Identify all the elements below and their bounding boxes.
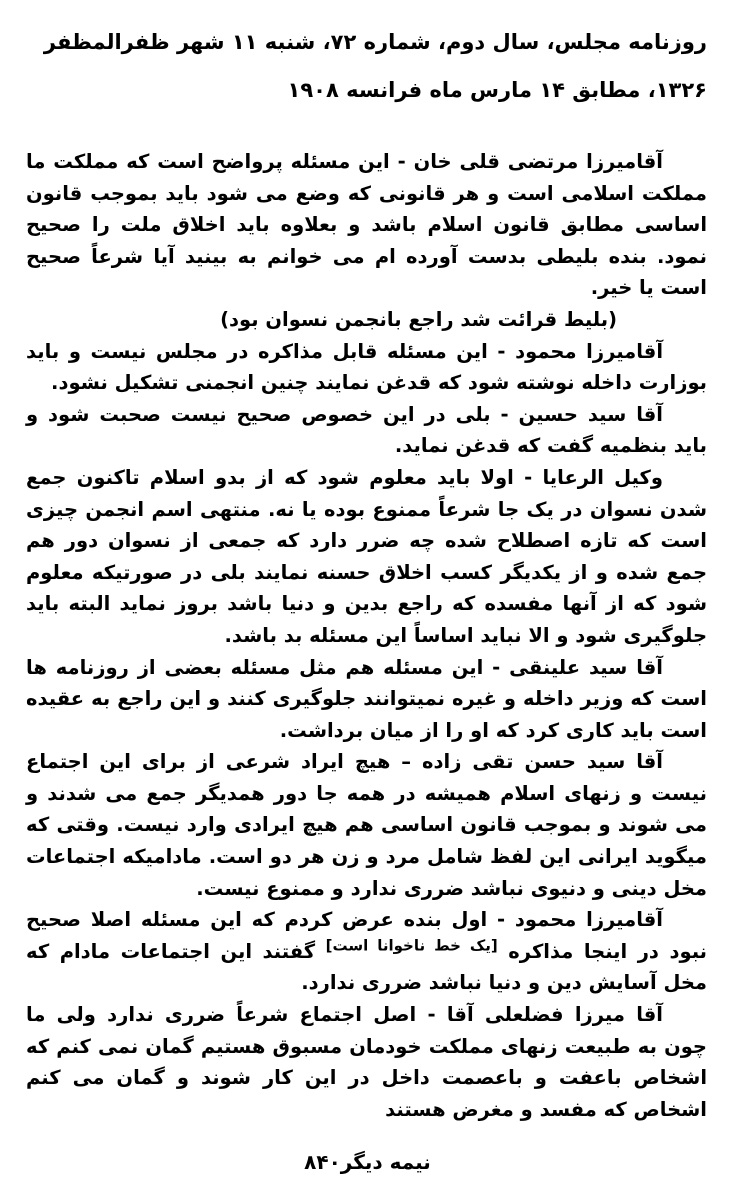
speaker-name: وکیل الرعایا: [542, 465, 663, 489]
speech-paragraph: [26, 999, 707, 1125]
speech-text: - این مسئله قابل مذاکره در مجلس نیست و باید بوزارت داخله نوشته شود که قدغن نمایند چنین انجمنی تشکیل نشود.: [26, 339, 707, 395]
speech-text: - اولا باید معلوم شود که از بدو اسلام تاکنون جمع شدن نسوان در یک جا شرعاً ممنوع بوده یا نه. منتهی اسم انجمن چیزی است که تازه اصطلاح شده چه ضرر دارد که جمعی از نسوان دور هم جمع شده و از یکدیگر کسب اخلاق حسنه نمایند بلی در صورتیکه معلوم شود که از آنها مفسده که راجع بدین و دنیا باشد بروز نماید البته باید جلوگیری شود و الا نباید اساساً این مسئله بد باشد.: [26, 465, 707, 647]
speech-text: - اصل اجتماع شرعاً ضرری ندارد ولی ما چون به طبیعت زنهای مملکت خودمان مسبوق هستیم گمان نمی کنم که اشخاص باعفت و باعصمت داخل در این کار شوند و گمان می کنم اشخاص که مفسد و مغرض هستند: [26, 1003, 707, 1121]
speech-text: - اول بنده عرض کردم که این مسئله اصلا صحیح نبود در اینجا مذاکره: [26, 908, 707, 963]
speech-text: - بلی در این خصوص صحیح نیست صحبت شود و باید بنظمیه گفت که قدغن نماید.: [26, 402, 707, 458]
speech-paragraph: [26, 462, 707, 652]
speech-paragraph: [26, 746, 707, 904]
speech-text: گفتند این اجتماعات مادام که مخل آسایش دین و دنیا نباشد ضرری ندارد.: [26, 939, 707, 995]
speech-text: - این مسئله هم مثل مسئله بعضی از روزنامه ها است که وزیر داخله و غیره نمیتوانند جلوگیری کنند و این راجع به عقیده است باید کاری کرد که او را از میان برداشت.: [26, 655, 707, 742]
speaker-name: آقامیرزا محمود: [515, 339, 664, 363]
speech-text: - این مسئله پرواضح است که مملکت ما مملکت اسلامی است و هر قانونی که وضع می شود باید بموجب قانون اساسی مطابق قانون اسلام باشد و بعلاوه باید اخلاق ملت را صحیح نمود. بنده بلیطی بدست آورده ام می خوانم به بینید آیا شرعاً صحیح است یا خیر.: [26, 150, 707, 300]
speaker-name: آقا سید حسین: [518, 402, 663, 426]
speaker-name: آقا سید حسن تقی زاده: [422, 750, 663, 774]
speech-paragraph: [26, 904, 707, 999]
newspaper-header: روزنامه مجلس، سال دوم، شماره ۷۲، شنبه ۱۱ شهر ظفرالمظفر ۱۳۲۶، مطابق ۱۴ مارس ماه فرانسه ۱۹۰۸: [43, 30, 707, 102]
speech-paragraph: [26, 146, 707, 304]
speaker-name: آقامیرزا محمود: [514, 908, 663, 932]
speech-paragraph: [26, 336, 707, 399]
speaker-name: آقا میرزا فضلعلی آقا: [446, 1003, 663, 1027]
document-body: [26, 146, 707, 1125]
speaker-name: آقا سید علینقی: [509, 655, 663, 679]
speech-text: – هیچ ایراد شرعی از برای این اجتماع نیست و زنهای اسلام همیشه در همه جا دور همدیگر جمع می شدند و می شوند و بموجب قانون اساسی هم هیچ ایرادی وارد نیست. وقتی که میگوید ایرانی این لفظ شامل مرد و زن هر دو است. مادامیکه اجتماعات مخل دینی و دنیوی نباشد ضرری ندارد و ممنوع نیست.: [26, 750, 707, 900]
speech-paragraph: [26, 652, 707, 747]
speaker-name: آقامیرزا مرتضی قلی خان: [413, 150, 663, 173]
illegible-line-note: [یک خط ناخوانا است]: [325, 936, 498, 955]
speech-paragraph: [26, 399, 707, 462]
spacer: [26, 114, 707, 146]
editorial-note: (بلیط قرائت شد راجع بانجمن نسوان بود): [220, 307, 617, 331]
page-footer: نیمه دیگر۸۴۰: [304, 1150, 431, 1174]
